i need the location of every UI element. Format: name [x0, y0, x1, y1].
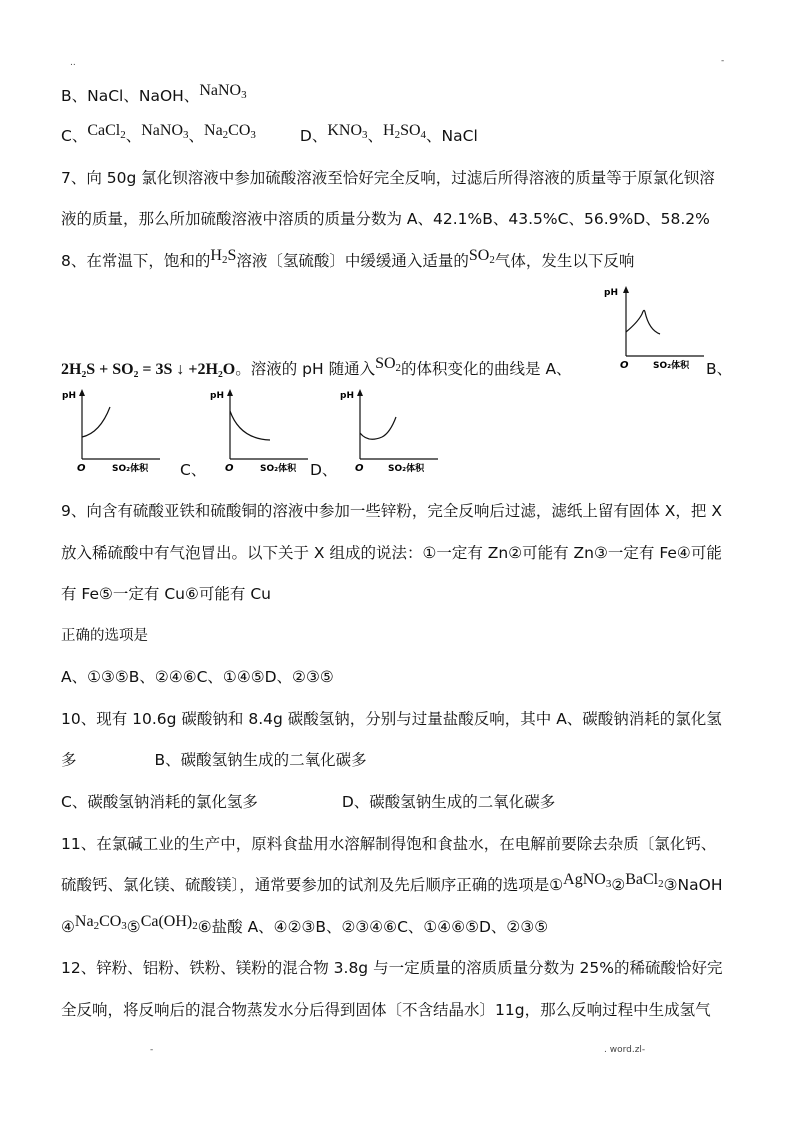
formula-bacl2: BaCl$_2$ — [625, 871, 664, 890]
svg-text:SO₂体积: SO₂体积 — [653, 361, 690, 371]
question-10-line1: 10、现有 10.6g 碳酸钠和 8.4g 碳酸氢钠，分别与过量盐酸反响，其中 A、碳酸钠消耗的氯化氢 — [61, 710, 722, 728]
option-d-label: D、 — [310, 461, 338, 479]
formula-nano3: NaNO$_3$ — [199, 82, 247, 101]
formula-h2s: $H_2S$ — [210, 247, 237, 266]
svg-text:pH: pH — [340, 391, 354, 401]
question-7-line2: 液的质量，那么所加硫酸溶液中溶质的质量分数为 A、42.1%B、43.5%C、56.9%D、58.2% — [61, 210, 710, 228]
question-12-line1: 12、锌粉、铝粉、铁粉、镁粉的混合物 3.8g 与一定质量的溶质质量分数为 25%的稀硫酸恰好完 — [61, 959, 723, 977]
question-7-line1: 7、向 50g 氯化钡溶液中参加硫酸溶液至恰好完全反响，过滤后所得溶液的质量等于原氯化钡溶 — [61, 169, 715, 187]
question-11-line2: 硫酸钙、氯化镁、硫酸镁〕，通常要参加的试剂及先后顺序正确的选项是①AgNO$_3$②BaCl$_2$③NaOH — [61, 871, 723, 894]
question-10-line3: C、碳酸氢钠消耗的氯化氢多 D、碳酸氢钠生成的二氧化碳多 — [61, 793, 556, 811]
graph-d-curve — [360, 417, 396, 439]
formula-kno3: $KNO_3$ — [327, 122, 368, 141]
svg-text:O: O — [77, 463, 86, 474]
question-9-line3: 有 Fe⑤一定有 Cu⑥可能有 Cu — [61, 585, 271, 603]
header-left-mark: .. — [70, 58, 76, 68]
option-b-line — [61, 84, 247, 107]
formula-nano3: NaNO$_3$ — [141, 122, 189, 141]
option-b-label: B、 — [706, 360, 733, 378]
question-12-line2: 全反响，将反响后的混合物蒸发水分后得到固体〔不含结晶水〕11g，那么反响过程中生成氢气 — [61, 1001, 711, 1019]
question-9-line1: 9、向含有硫酸亚铁和硫酸铜的溶液中参加一些锌粉，完全反响后过滤，滤纸上留有固体 X，把 X — [61, 502, 722, 520]
svg-text:O: O — [225, 463, 234, 474]
header-right-mark: - — [721, 56, 725, 66]
footer-right-mark: . word.zl- — [604, 1045, 646, 1055]
formula-agno3: AgNO$_3$ — [563, 871, 612, 890]
question-11-line1: 11、在氯碱工业的生产中，原料食盐用水溶解制得饱和食盐水，在电解前要除去杂质〔氯化钙、 — [61, 835, 717, 853]
formula-cacl2: CaCl$_2$ — [87, 122, 126, 141]
svg-text:O: O — [620, 360, 629, 371]
svg-text:SO₂体积: SO₂体积 — [388, 464, 425, 474]
text: B、NaCl、NaOH、 — [61, 87, 200, 105]
graph-c-curve — [230, 411, 270, 440]
question-9-prompt: 正确的选项是 — [61, 628, 148, 644]
formula-so2: $SO_2$ — [375, 355, 402, 374]
svg-text:SO₂体积: SO₂体积 — [260, 464, 297, 474]
formula-na2co3: $Na_2CO_3$ — [204, 122, 256, 141]
formula-caoh2: $Ca(OH)_2$ — [140, 913, 198, 932]
ph-graph-b — [60, 387, 164, 475]
option-c-label: C、 — [180, 461, 207, 479]
svg-text:pH: pH — [210, 391, 224, 401]
graph-b-curve — [82, 407, 110, 437]
footer-left-mark: - — [150, 1045, 154, 1055]
graph-ylabel: pH — [604, 288, 618, 298]
svg-text:pH: pH — [62, 391, 76, 401]
question-10-line2: 多 B、碳酸氢钠生成的二氧化碳多 — [61, 751, 367, 769]
graph-a-curve — [626, 310, 660, 334]
question-8-line1: 8、在常温下，饱和的$H_2S$溶液〔氢硫酸〕中缓缓通入适量的$SO_2$气体，发生以下反响 — [61, 247, 635, 270]
formula-na2co3: $Na_2CO_3$ — [74, 913, 127, 932]
question-9-line2: 放入稀硫酸中有气泡冒出。以下关于 X 组成的说法：①一定有 Zn②可能有 Zn③一定有 Fe④可能 — [61, 544, 722, 562]
formula-so2: $SO_2$ — [468, 247, 495, 266]
question-9-options: A、①③⑤B、②④⑥C、①④⑤D、②③⑤ — [61, 668, 334, 686]
svg-text:O: O — [355, 463, 364, 474]
reaction-equation: 2H₂S + SO₂ = 3S ↓ +2H₂O — [61, 361, 236, 378]
formula-h2so4: $H_2SO_4$ — [383, 122, 427, 141]
svg-text:SO₂体积: SO₂体积 — [112, 464, 149, 474]
question-11-line3: $④Na_2CO_3⑤Ca(OH)_2⑥$盐酸 A、④②③B、②③④⑥C、①④⑥⑤D、②③⑤ — [61, 913, 549, 936]
option-cd-line: C、CaCl$_2$、NaNO$_3$、$Na_2CO_3$ D、$KNO_3$、$H_2SO_4$、NaCl — [61, 122, 478, 145]
question-8-line2: 2H₂S + SO₂ = 3S ↓ +2H₂O。溶液的 pH 随通入$SO_2$的体积变化的曲线是 A、 — [61, 355, 572, 378]
ph-graph-c — [208, 387, 312, 475]
ph-graph-a — [604, 284, 708, 372]
ph-graph-d — [338, 387, 442, 475]
